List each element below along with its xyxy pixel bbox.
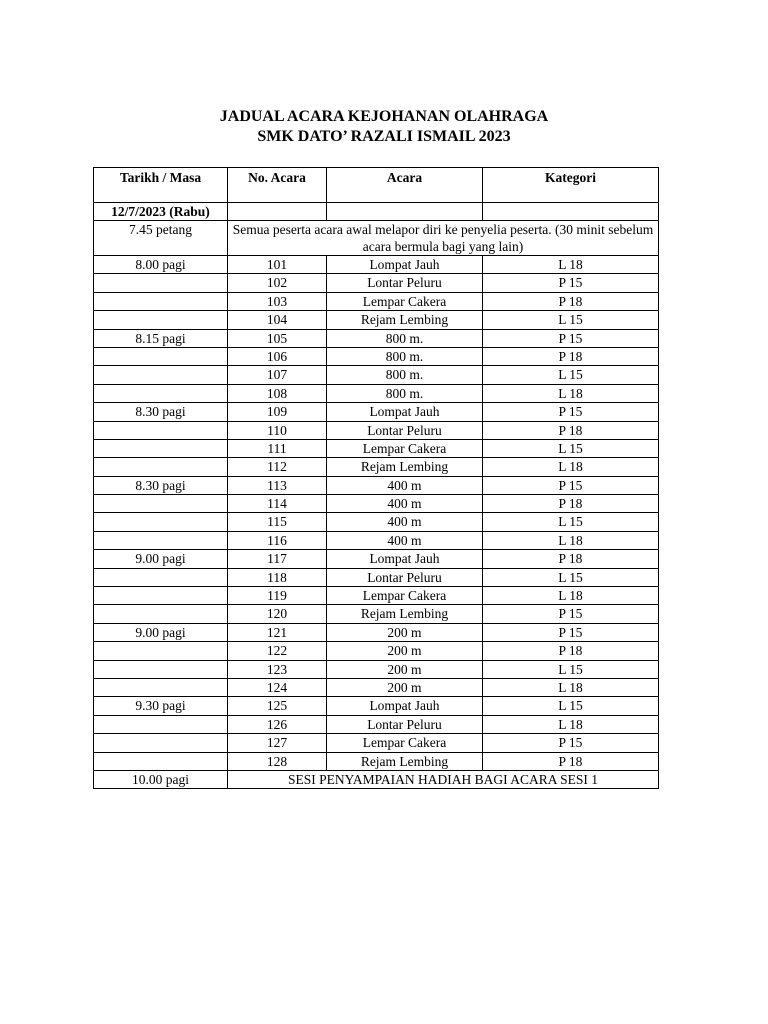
table-row	[94, 550, 659, 568]
row-time	[94, 715, 228, 733]
row-time: 9.00 pagi	[94, 623, 228, 641]
table-row	[94, 531, 659, 549]
table-row	[94, 587, 659, 605]
row-category: L 15	[483, 366, 659, 384]
row-number: 109	[228, 403, 327, 421]
row-time	[94, 660, 228, 678]
row-time	[94, 513, 228, 531]
row-time: 8.30 pagi	[94, 476, 228, 494]
header-event: Acara	[327, 168, 483, 203]
table-row	[94, 256, 659, 274]
row-time	[94, 292, 228, 310]
row-time	[94, 752, 228, 770]
row-number: 105	[228, 329, 327, 347]
row-number: 114	[228, 495, 327, 513]
row-event: Lompat Jauh	[327, 550, 483, 568]
table-row	[94, 347, 659, 365]
document-subtitle: SMK DATO’ RAZALI ISMAIL 2023	[257, 128, 511, 145]
table-row	[94, 439, 659, 457]
row-time	[94, 587, 228, 605]
table-row	[94, 715, 659, 733]
row-number: 111	[228, 439, 327, 457]
header-row	[94, 168, 659, 203]
row-number: 121	[228, 623, 327, 641]
row-category: L 15	[483, 697, 659, 715]
row-number: 126	[228, 715, 327, 733]
table-row	[94, 403, 659, 421]
row-time	[94, 311, 228, 329]
row-time	[94, 458, 228, 476]
row-time: 9.30 pagi	[94, 697, 228, 715]
row-event: 400 m	[327, 495, 483, 513]
row-time	[94, 531, 228, 549]
row-category: L 15	[483, 660, 659, 678]
row-category: L 18	[483, 715, 659, 733]
row-number: 127	[228, 734, 327, 752]
date-row	[94, 203, 659, 221]
row-category: P 15	[483, 605, 659, 623]
row-event: 400 m	[327, 476, 483, 494]
row-number: 128	[228, 752, 327, 770]
row-number: 101	[228, 256, 327, 274]
row-category: L 18	[483, 531, 659, 549]
table-row	[94, 623, 659, 641]
row-number: 112	[228, 458, 327, 476]
row-number: 117	[228, 550, 327, 568]
table-row	[94, 384, 659, 402]
row-category: L 18	[483, 384, 659, 402]
table-row	[94, 734, 659, 752]
table-row	[94, 568, 659, 586]
empty-cell	[327, 203, 483, 221]
row-event: Lompat Jauh	[327, 697, 483, 715]
row-category: P 15	[483, 329, 659, 347]
row-time	[94, 605, 228, 623]
row-event: 800 m.	[327, 347, 483, 365]
table-row	[94, 329, 659, 347]
row-category: L 15	[483, 439, 659, 457]
opening-row	[94, 221, 659, 256]
table-row	[94, 292, 659, 310]
closing-time: 10.00 pagi	[94, 770, 228, 788]
row-category: P 15	[483, 403, 659, 421]
table-row	[94, 642, 659, 660]
document-title: JADUAL ACARA KEJOHANAN OLAHRAGA	[219, 108, 549, 125]
table-row	[94, 421, 659, 439]
row-event: 200 m	[327, 678, 483, 696]
row-category: P 18	[483, 550, 659, 568]
row-number: 108	[228, 384, 327, 402]
row-time: 8.00 pagi	[94, 256, 228, 274]
row-event: Lontar Peluru	[327, 715, 483, 733]
row-category: P 15	[483, 476, 659, 494]
row-time	[94, 347, 228, 365]
row-category: P 18	[483, 495, 659, 513]
header-category: Kategori	[483, 168, 659, 203]
opening-note: Semua peserta acara awal melapor diri ke penyelia peserta. (30 minit sebelum acara bermula bagi yang lain)	[228, 221, 659, 256]
table-row	[94, 660, 659, 678]
row-time	[94, 642, 228, 660]
row-event: Lempar Cakera	[327, 587, 483, 605]
row-category: L 18	[483, 587, 659, 605]
row-number: 110	[228, 421, 327, 439]
date-cell: 12/7/2023 (Rabu)	[94, 203, 228, 221]
row-category: P 18	[483, 347, 659, 365]
row-time	[94, 734, 228, 752]
table-row	[94, 495, 659, 513]
row-time	[94, 568, 228, 586]
row-event: 800 m.	[327, 384, 483, 402]
table-row	[94, 697, 659, 715]
row-number: 122	[228, 642, 327, 660]
row-time	[94, 439, 228, 457]
row-category: L 18	[483, 256, 659, 274]
row-category: P 18	[483, 642, 659, 660]
row-number: 113	[228, 476, 327, 494]
row-number: 123	[228, 660, 327, 678]
row-event: Lempar Cakera	[327, 292, 483, 310]
row-number: 102	[228, 274, 327, 292]
row-event: Lontar Peluru	[327, 274, 483, 292]
row-category: L 15	[483, 311, 659, 329]
table-row	[94, 605, 659, 623]
row-event: Rejam Lembing	[327, 752, 483, 770]
row-time	[94, 495, 228, 513]
row-category: L 15	[483, 568, 659, 586]
table-row	[94, 458, 659, 476]
table-row	[94, 311, 659, 329]
schedule-table	[93, 167, 659, 789]
row-number: 115	[228, 513, 327, 531]
row-time	[94, 421, 228, 439]
row-number: 124	[228, 678, 327, 696]
row-event: 200 m	[327, 660, 483, 678]
header-time: Tarikh / Masa	[94, 168, 228, 203]
row-event: Lempar Cakera	[327, 734, 483, 752]
empty-cell	[483, 203, 659, 221]
row-event: 400 m	[327, 513, 483, 531]
row-number: 103	[228, 292, 327, 310]
row-number: 118	[228, 568, 327, 586]
row-event: Rejam Lembing	[327, 605, 483, 623]
table-row	[94, 476, 659, 494]
row-category: L 15	[483, 513, 659, 531]
row-time	[94, 274, 228, 292]
row-number: 119	[228, 587, 327, 605]
row-event: 800 m.	[327, 329, 483, 347]
row-category: P 18	[483, 752, 659, 770]
row-event: Lontar Peluru	[327, 568, 483, 586]
row-time: 8.30 pagi	[94, 403, 228, 421]
closing-row	[94, 770, 659, 788]
row-event: Lempar Cakera	[327, 439, 483, 457]
row-time	[94, 366, 228, 384]
opening-time: 7.45 petang	[94, 221, 228, 256]
row-event: Lompat Jauh	[327, 256, 483, 274]
row-number: 116	[228, 531, 327, 549]
header-number: No. Acara	[228, 168, 327, 203]
closing-note: SESI PENYAMPAIAN HADIAH BAGI ACARA SESI 1	[228, 770, 659, 788]
row-category: P 18	[483, 292, 659, 310]
row-category: L 18	[483, 678, 659, 696]
row-time: 9.00 pagi	[94, 550, 228, 568]
row-number: 106	[228, 347, 327, 365]
row-category: P 15	[483, 734, 659, 752]
row-category: P 15	[483, 274, 659, 292]
row-number: 104	[228, 311, 327, 329]
row-category: L 18	[483, 458, 659, 476]
row-time	[94, 384, 228, 402]
row-time: 8.15 pagi	[94, 329, 228, 347]
table-row	[94, 366, 659, 384]
row-time	[94, 678, 228, 696]
empty-cell	[228, 203, 327, 221]
row-event: 200 m	[327, 623, 483, 641]
table-row	[94, 274, 659, 292]
row-number: 120	[228, 605, 327, 623]
row-event: Rejam Lembing	[327, 311, 483, 329]
row-event: Lompat Jauh	[327, 403, 483, 421]
row-event: 800 m.	[327, 366, 483, 384]
row-event: Rejam Lembing	[327, 458, 483, 476]
table-row	[94, 513, 659, 531]
table-row	[94, 752, 659, 770]
row-event: Lontar Peluru	[327, 421, 483, 439]
table-row	[94, 678, 659, 696]
row-category: P 18	[483, 421, 659, 439]
row-event: 400 m	[327, 531, 483, 549]
row-category: P 15	[483, 623, 659, 641]
row-number: 125	[228, 697, 327, 715]
row-number: 107	[228, 366, 327, 384]
row-event: 200 m	[327, 642, 483, 660]
